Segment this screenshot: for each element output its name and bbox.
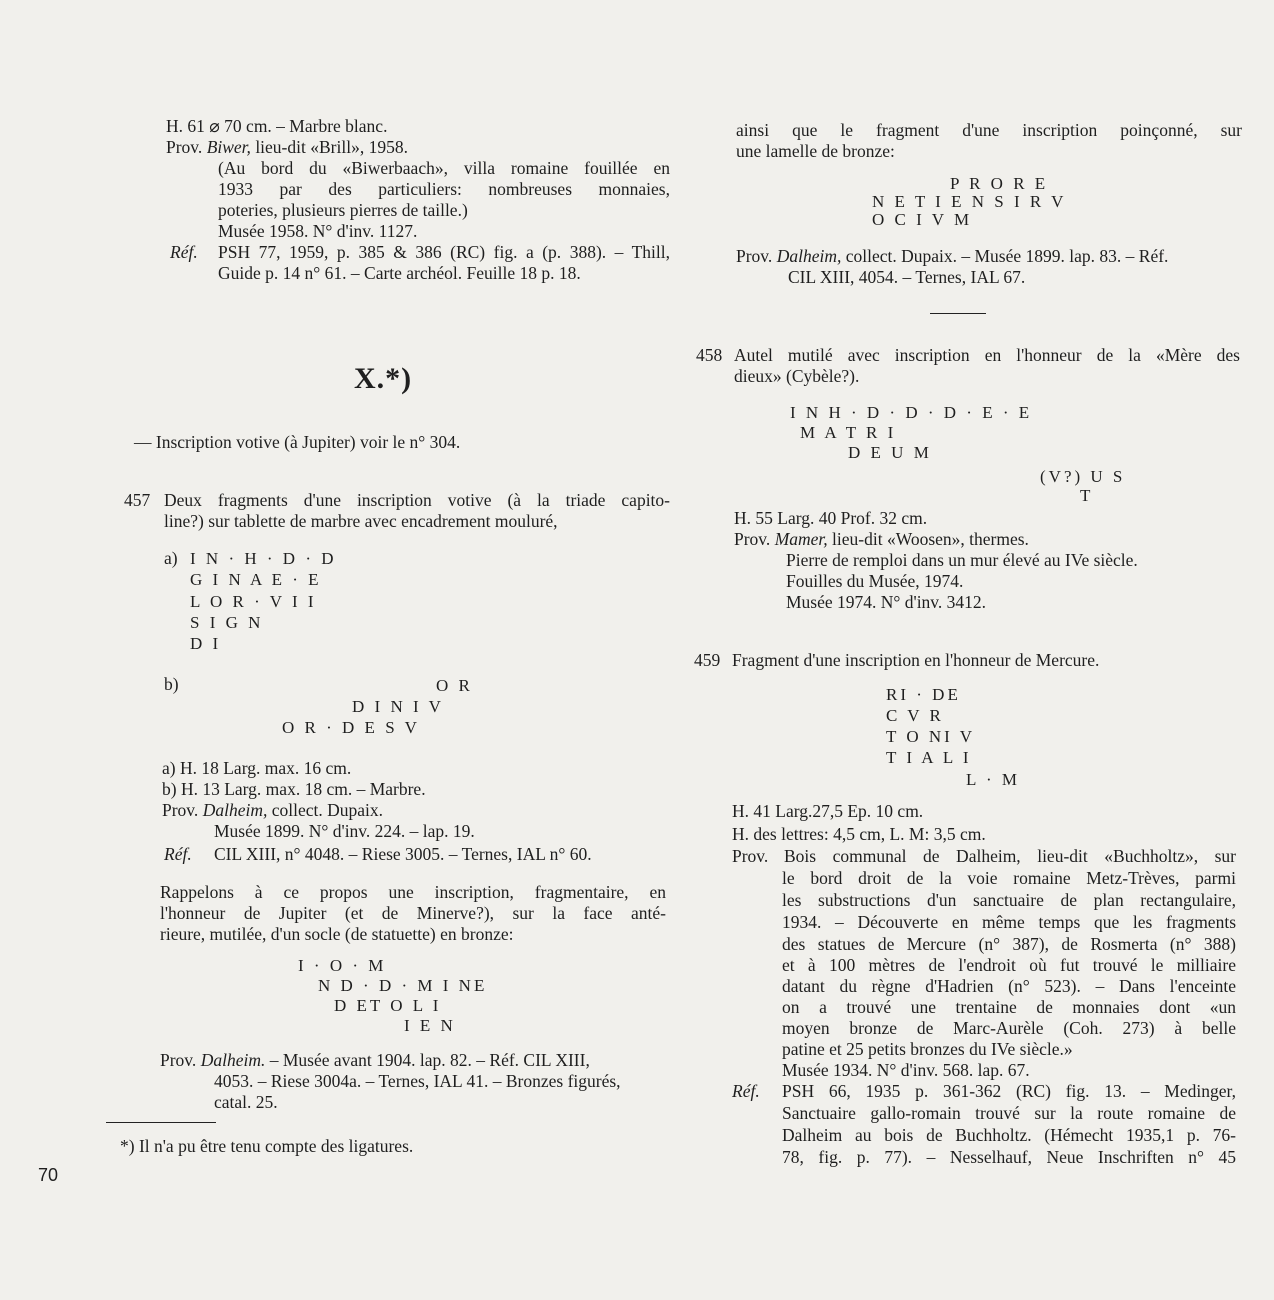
left-top-dims: H. 61 ⌀ 70 cm. – Marbre blanc.	[166, 116, 388, 136]
entry-459-ins-1: RI · DE	[886, 685, 961, 704]
prov-place: Dalheim,	[202, 800, 268, 820]
prov-rest: lieu-dit «Brill», 1958.	[250, 137, 408, 157]
entry-458-dims: H. 55 Larg. 40 Prof. 32 cm.	[734, 508, 928, 528]
entry-459-ref-1: PSH 66, 1935 p. 361-362 (RC) fig. 13. – Medinger,	[782, 1081, 1236, 1101]
entry-459-musee: Musée 1934. N° d'inv. 568. lap. 67.	[782, 1060, 1030, 1080]
left-top-musee: Musée 1958. N° d'inv. 1127.	[218, 221, 418, 241]
inscription-b-line-1: O R	[436, 676, 473, 695]
rappel-ins-4: I E N	[404, 1016, 456, 1035]
prov-label: Prov.	[734, 529, 771, 549]
section-rule	[930, 313, 986, 314]
prov-place: Biwer,	[206, 137, 251, 157]
prov-label: Prov.	[736, 246, 773, 266]
entry-458-ins-2: M A T R I	[800, 423, 897, 442]
entry-459-prov-label: Prov.	[732, 846, 769, 866]
entry-459-prov-3: les substructions d'un sanctuaire de plan rectangulaire,	[782, 890, 1236, 910]
entry-459-title: Fragment d'une inscription en l'honneur de Mercure.	[732, 650, 1100, 670]
entry-458-ins-4: (V?) U S	[1040, 467, 1126, 486]
left-top-ref1: PSH 77, 1959, p. 385 & 386 (RC) fig. a (p. 388). – Thill,	[218, 242, 670, 262]
entry-458-ins-5: T	[1080, 486, 1094, 505]
inscription-b-line-3: O R · D E S V	[282, 718, 420, 737]
left-top-ref2: Guide p. 14 n° 61. – Carte archéol. Feuille 18 p. 18.	[218, 263, 581, 283]
rappel-ins-1: I · O · M	[298, 956, 387, 975]
prov-place: Mamer,	[774, 529, 828, 549]
entry-459-ref-3: Dalheim au bois de Buchholtz. (Hémecht 1935,1 p. 76-	[782, 1125, 1236, 1145]
entry-459-ref-label: Réf.	[732, 1081, 760, 1101]
entry-457-dim-b: b) H. 13 Larg. max. 18 cm. – Marbre.	[162, 779, 426, 799]
fragment-b-label: b)	[164, 674, 179, 694]
left-top-ref-label: Réf.	[170, 242, 198, 262]
entry-459-prov-10: patine et 25 petits bronzes du IVe siècle.»	[782, 1039, 1073, 1059]
prov-rest: – Musée avant 1904. lap. 82. – Réf. CIL XIII,	[265, 1050, 590, 1070]
footnote: *) Il n'a pu être tenu compte des ligatures.	[120, 1136, 414, 1156]
prov-label: Prov.	[160, 1050, 197, 1070]
right-ins-3: O C I V M	[872, 210, 973, 229]
entry-459-prov-5: des statues de Mercure (n° 387), de Rosmerta (n° 388)	[782, 934, 1236, 954]
entry-457-title1: Deux fragments d'une inscription votive (à la triade capito-	[164, 490, 670, 510]
votive-line: — Inscription votive (à Jupiter) voir le n° 304.	[134, 432, 461, 452]
prov-label: Prov.	[166, 137, 203, 157]
entry-459-ref-4: 78, fig. p. 77). – Nesselhauf, Neue Inschriften n° 45	[782, 1147, 1236, 1167]
inscription-a-line-1: I N · H · D · D	[190, 549, 337, 568]
inscription-a-line-4: S I G N	[190, 613, 264, 632]
entry-458-ins-3: D E U M	[848, 443, 932, 462]
entry-459-ins-2: C V R	[886, 706, 944, 725]
page-number: 70	[38, 1165, 59, 1185]
rappel-ins-3: D ET O L I	[334, 996, 442, 1015]
inscription-a-line-5: D I	[190, 634, 222, 653]
left-top-note2: 1933 par des particuliers: nombreuses monnaies,	[218, 179, 670, 199]
entry-458-p3: Musée 1974. N° d'inv. 3412.	[786, 592, 987, 612]
prov-label: Prov.	[162, 800, 199, 820]
entry-457-ref: CIL XIII, n° 4048. – Riese 3005. – Ternes, IAL n° 60.	[214, 844, 592, 864]
entry-458-title2: dieux» (Cybèle?).	[734, 366, 860, 386]
right-top-line-1: ainsi que le fragment d'une inscription poinçonné, sur	[736, 120, 1242, 140]
entry-459-prov-1: Bois communal de Dalheim, lieu-dit «Buchholtz», sur	[784, 846, 1236, 866]
entry-459-prov-9: moyen bronze de Marc-Aurèle (Coh. 273) à belle	[782, 1018, 1236, 1038]
entry-458-p2: Fouilles du Musée, 1974.	[786, 571, 964, 591]
rappel-ins-2: N D · D · M I NE	[318, 976, 488, 995]
rappel-prov	[160, 1050, 590, 1071]
prov-place: Dalheim.	[200, 1050, 266, 1070]
entry-459-prov-8: on a trouvé une trentaine de monnaies dont «un	[782, 997, 1236, 1017]
prov-rest: lieu-dit «Woosen», thermes.	[827, 529, 1029, 549]
entry-457-number: 457	[124, 490, 151, 510]
entry-459-ins-3: T O NI V	[886, 727, 976, 746]
entry-457-prov	[162, 800, 383, 821]
entry-457-ref-label: Réf.	[164, 844, 192, 864]
entry-457-musee: Musée 1899. N° d'inv. 224. – lap. 19.	[214, 821, 475, 841]
left-top-note3: poteries, plusieurs pierres de taille.)	[218, 200, 468, 220]
entry-459-lettres: H. des lettres: 4,5 cm, L. M: 3,5 cm.	[732, 824, 986, 844]
right-top-prov	[736, 246, 1168, 267]
right-top-prov-2: CIL XIII, 4054. – Ternes, IAL 67.	[788, 267, 1026, 287]
rappel-prov-3: catal. 25.	[214, 1092, 278, 1112]
rappel-line-3: rieure, mutilée, d'un socle (de statuette) en bronze:	[160, 924, 514, 944]
entry-459-dims: H. 41 Larg.27,5 Ep. 10 cm.	[732, 801, 924, 821]
entry-459-prov-2: le bord droit de la voie romaine Metz-Trèves, parmi	[782, 868, 1236, 888]
right-top-line-2: une lamelle de bronze:	[736, 141, 895, 161]
left-top-prov	[166, 137, 408, 158]
fragment-a-label: a)	[164, 548, 178, 568]
entry-458-title1: Autel mutilé avec inscription en l'honneur de la «Mère des	[734, 345, 1240, 365]
entry-459-ref-2: Sanctuaire gallo-romain trouvé sur la route romaine de	[782, 1103, 1236, 1123]
inscription-a-line-2: G I N A E · E	[190, 570, 322, 589]
rappel-line-2: l'honneur de Jupiter (et de Minerve?), sur la face anté-	[160, 903, 666, 923]
inscription-b-line-2: D I N I V	[352, 697, 444, 716]
rappel-line-1: Rappelons à ce propos une inscription, fragmentaire, en	[160, 882, 666, 902]
prov-place: Dalheim,	[776, 246, 842, 266]
entry-459-ins-5: L · M	[966, 770, 1021, 789]
right-ins-2: N E T I E N S I R V	[872, 192, 1067, 211]
entry-459-prov-4: 1934. – Découverte en même temps que les fragments	[782, 912, 1236, 932]
inscription-a-line-3: L O R · V I I	[190, 592, 317, 611]
entry-458-number: 458	[696, 345, 723, 365]
prov-rest: collect. Dupaix.	[267, 800, 383, 820]
rappel-prov-2: 4053. – Riese 3004a. – Ternes, IAL 41. – Bronzes figurés,	[214, 1071, 621, 1091]
section-heading: X.*)	[354, 362, 413, 395]
prov-rest: collect. Dupaix. – Musée 1899. lap. 83. – Réf.	[841, 246, 1169, 266]
entry-459-ins-4: T I A L I	[886, 748, 972, 767]
entry-457-dim-a: a) H. 18 Larg. max. 16 cm.	[162, 758, 352, 778]
entry-459-prov-7: datant du règne d'Hadrien (n° 523). – Dans l'enceinte	[782, 976, 1236, 996]
entry-458-prov	[734, 529, 1029, 550]
entry-459-prov-6: et à 100 mètres de l'endroit où fut trouvé le milliaire	[782, 955, 1236, 975]
entry-457-title2: line?) sur tablette de marbre avec encadrement mouluré,	[164, 511, 558, 531]
right-ins-1: P R O R E	[950, 174, 1049, 193]
entry-459-number: 459	[694, 650, 721, 670]
entry-458-ins-1: I N H · D · D · D · E · E	[790, 403, 1033, 422]
entry-458-p1: Pierre de remploi dans un mur élevé au IVe siècle.	[786, 550, 1138, 570]
left-top-note1: (Au bord du «Biwerbaach», villa romaine fouillée en	[218, 158, 670, 178]
footnote-rule	[106, 1122, 216, 1123]
